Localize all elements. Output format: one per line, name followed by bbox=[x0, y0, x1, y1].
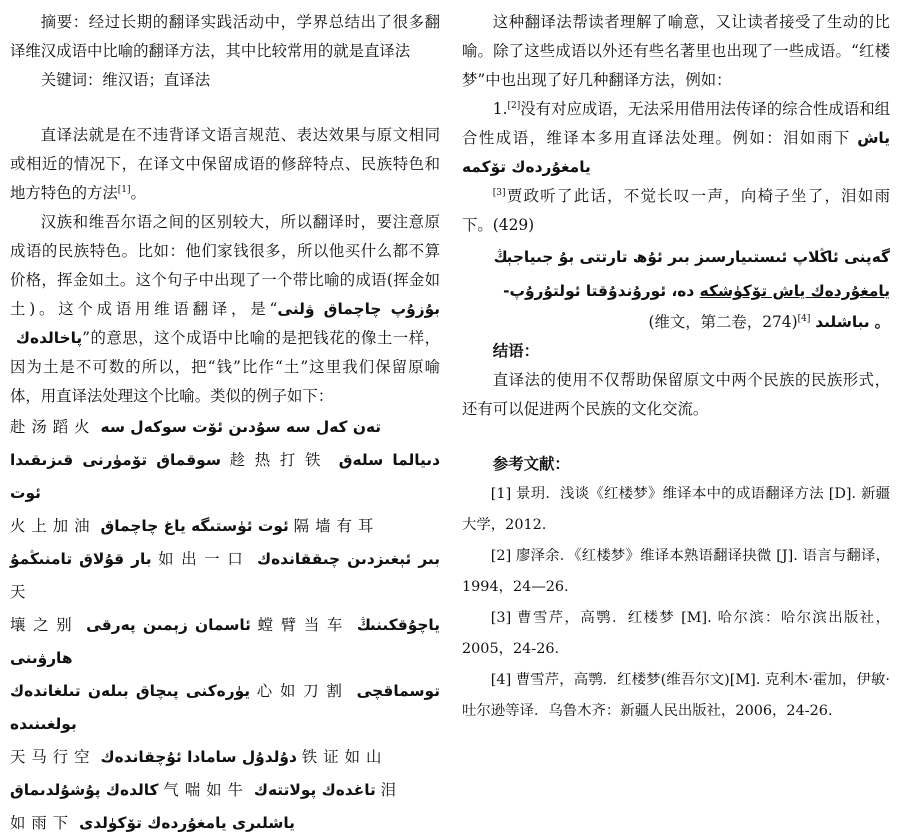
reference-item: [4] 曹雪芹，高鹗．红楼梦(维吾尔文)[M]. 克利木·霍加，伊敏·吐尔逊等译．乌鲁木齐：新疆人民出版社，2006，24-26. bbox=[462, 672, 890, 719]
references-heading: 参考文献： bbox=[492, 455, 570, 473]
keywords: 关键词：维汉语；直译法 bbox=[40, 71, 211, 89]
example-line: سوقماق تۆمۈرنى قىزىقىدا 趁热打铁 دىيالما سلەق ئوت bbox=[10, 451, 440, 502]
paragraph-intro: 这种翻译法帮读者理解了喻意，又让读者接受了生动的比喻。除了这些成语以外还有些名著里也出现了一些成语。“红楼梦”中也出现了好几种翻译方法，例如： bbox=[462, 13, 890, 89]
citation-3: [3] bbox=[492, 187, 506, 198]
citation-4: [4] bbox=[797, 313, 811, 324]
conclusion-text: 直译法的使用不仅帮助保留原文中两个民族的民族形式，还有可以促进两个民族的文化交流。 bbox=[462, 371, 890, 418]
uyghur-phrase: ياش يامغۇردەك تۆكمە bbox=[462, 129, 890, 176]
reference-item: [2] 廖泽余．《红楼梦》维译本熟语翻译抉微 [J]. 语言与翻译，1994，24—26. bbox=[462, 548, 890, 595]
example-line: كالدەك پۇشۇلدىماق 气喘如牛 تاغدەك پولاتتەك 泪 bbox=[10, 781, 403, 799]
paragraph-definition-text: 直译法就是在不违背译文语言规范、表达效果与原文相同或相近的情况下，在译文中保留成语的修辞特点、民族特色和地方特色的方法 bbox=[10, 126, 440, 202]
example-line: 壤之别 ئاسمان زېمىن پەرقى 螳臂当车 ياچۇقكىنىڭ ھارۋىنى bbox=[10, 616, 440, 667]
example-line: 如雨下 ياشلىرى يامغۇردەك تۆكۈلدى bbox=[10, 814, 295, 832]
right-column bbox=[462, 8, 890, 727]
citation-2: [2] bbox=[507, 100, 521, 111]
numbered-item: 1.[2]没有对应成语，无法采用借用法传译的综合性成语和组合性成语，维译本多用直译法处理。例如：泪如雨下 ياش يامغۇردەك تۆكمە bbox=[462, 100, 890, 176]
example-line: 火上加油 ئوت ئۈستىگە ياغ چاچماق 隔墙有耳 bbox=[10, 517, 380, 535]
conclusion-heading: 结语： bbox=[492, 342, 539, 360]
left-column bbox=[10, 8, 440, 840]
citation-line: (维文，第二卷，274)[4] 。 ىباشلىد bbox=[648, 313, 890, 331]
example-line: بار قۇلاق تامنىڭمۇ 如出一口 بىر ئېغىزدىن چىققاندەك 天 bbox=[10, 550, 440, 601]
uyghur-phrase: بۇزۇپ چاچماق ۋلنى پاخالدەك bbox=[10, 300, 440, 347]
example-line: 赴汤蹈火 تەن كەل سە سۇدىن ئۆت سوكەل سە bbox=[10, 418, 382, 436]
reference-item: [1] 景玥．浅谈《红楼梦》维译本中的成语翻译方法 [D]. 新疆大学，2012. bbox=[462, 486, 890, 533]
abstract: 摘要：经过长期的翻译实践活动中，学界总结出了很多翻译维汉成语中比喻的翻译方法，其中比较常用的就是直译法 bbox=[10, 13, 440, 60]
paragraph-example: 汉族和维吾尔语之间的区别较大，所以翻译时，要注意原成语的民族特色。比如：他们家钱很多，所以他买什么都不算价格，挥金如土。这个句子中出现了一个带比喻的成语(挥金如土)。这个成语用维语翻译，是“بۇزۇپ چاچماق ۋلنى پاخالدەك ”的意思，这个成语中比喻的是把钱花的像土一样，因为土是不可数的所以，把“钱”比作“土”这里我们保留原喻体，用直译法处理这个比喻。类似的例子如下： bbox=[10, 213, 440, 405]
quote: [3]贾政听了此话，不觉长叹一声，向椅子坐了，泪如雨下。(429) bbox=[462, 187, 890, 234]
example-line: يۈرەكنى پىچاق بىلەن تىلغاندەك 心如刀割 توسماقچى بولغىنىدە bbox=[10, 682, 440, 733]
underlined-phrase: يامغۇردەك ياش تۆكۈشكە bbox=[699, 282, 890, 300]
reference-item: [3] 曹雪芹，高鹗．红楼梦 [M]. 哈尔滨：哈尔滨出版社，2005，24-26. bbox=[462, 610, 890, 657]
citation-1: [1] bbox=[117, 184, 131, 195]
paragraph-definition: 直译法就是在不违背译文语言规范、表达效果与原文相同或相近的情况下，在译文中保留成语的修辞特点、民族特色和地方特色的方法[1]。 bbox=[10, 126, 440, 202]
idiom-examples bbox=[10, 411, 440, 840]
uyghur-quote-line-2: يامغۇردەك ياش تۆكۈشكە دە، ئورۇندۇقتا ئولتۇرۇپ- bbox=[503, 282, 890, 300]
example-line: 天马行空 دۇلدۇل سامادا ئۇچقاندەك 铁证如山 bbox=[10, 748, 388, 766]
uyghur-quote-line-1: گەپنى ئاڭلاپ ئىستىيارسىز بىر ئۇھ تارتتى بۇ جىياجېڭ bbox=[493, 248, 890, 266]
